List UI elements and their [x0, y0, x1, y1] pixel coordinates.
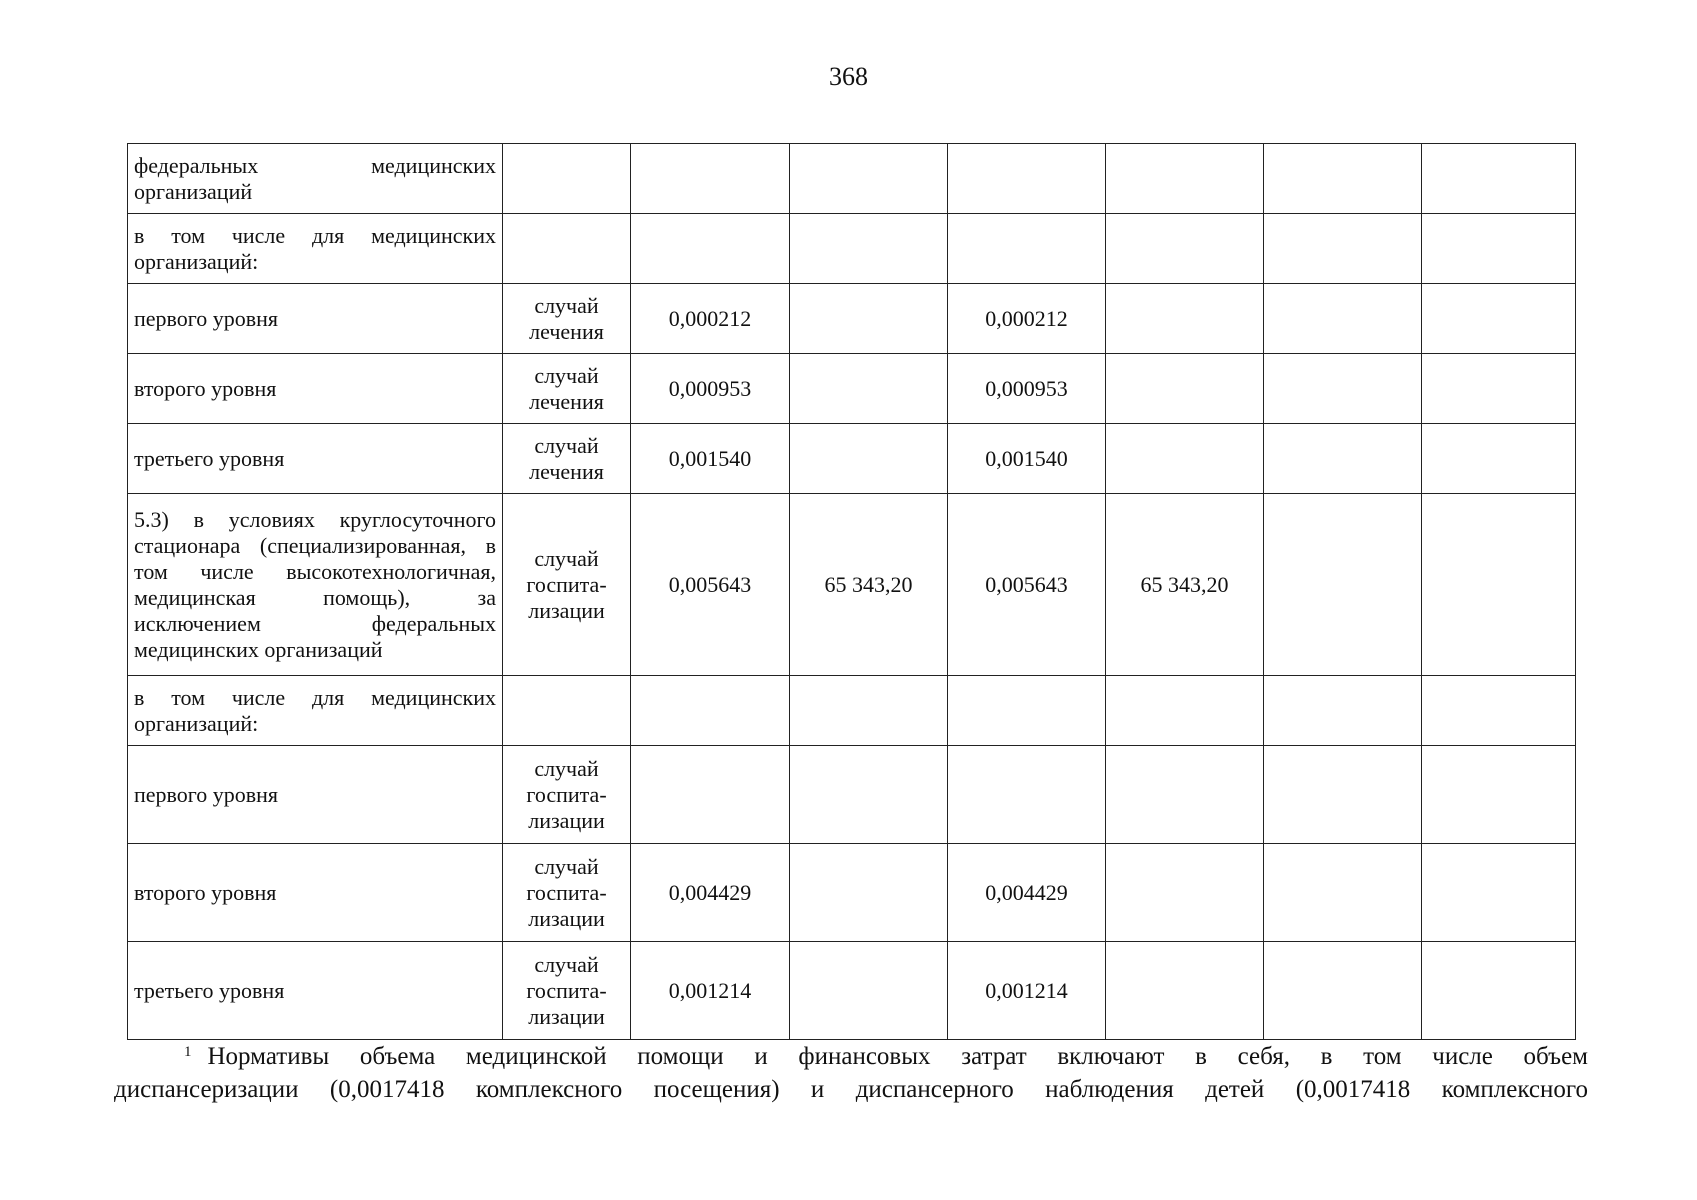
- value-cell: 0,000953: [948, 354, 1106, 424]
- value-cell: [1106, 844, 1264, 942]
- footnote-line: диспансеризации (0,0017418 комплексного посещения) и диспансерного наблюдения детей (0,0017418 комплексного: [114, 1076, 1588, 1103]
- value-cell: [1422, 284, 1576, 354]
- value-cell: 0,000212: [948, 284, 1106, 354]
- value-cell: [1106, 214, 1264, 284]
- unit-cell: случай госпита-лизации: [503, 494, 631, 676]
- table-row: [128, 494, 1576, 676]
- row-name-cell: третьего уровня: [128, 424, 503, 494]
- value-cell: [1106, 424, 1264, 494]
- row-name-cell: в том числе для медицинских организаций:: [128, 676, 503, 746]
- value-cell: [1264, 284, 1422, 354]
- value-cell: [1264, 144, 1422, 214]
- norms-table: [127, 143, 1576, 1040]
- row-name-cell: второго уровня: [128, 844, 503, 942]
- table-row: [128, 214, 1576, 284]
- value-cell: [631, 746, 790, 844]
- table-row: [128, 424, 1576, 494]
- value-cell: [631, 214, 790, 284]
- value-cell: [1106, 676, 1264, 746]
- value-cell: [631, 676, 790, 746]
- unit-cell: [503, 214, 631, 284]
- value-cell: 0,005643: [631, 494, 790, 676]
- table-row: [128, 144, 1576, 214]
- value-cell: [1422, 144, 1576, 214]
- value-cell: [1422, 844, 1576, 942]
- value-cell: [1422, 746, 1576, 844]
- table-row: [128, 284, 1576, 354]
- value-cell: [790, 214, 948, 284]
- row-name-cell: третьего уровня: [128, 942, 503, 1040]
- value-cell: [1264, 942, 1422, 1040]
- value-cell: 0,001540: [948, 424, 1106, 494]
- value-cell: [1106, 746, 1264, 844]
- table-row: [128, 942, 1576, 1040]
- value-cell: [1264, 676, 1422, 746]
- value-cell: [948, 746, 1106, 844]
- value-cell: [1264, 354, 1422, 424]
- value-cell: [1264, 424, 1422, 494]
- footnote: [114, 1040, 1588, 1106]
- value-cell: [790, 354, 948, 424]
- value-cell: [1264, 214, 1422, 284]
- value-cell: [948, 214, 1106, 284]
- table-body: [128, 144, 1576, 1040]
- unit-cell: случай госпита-лизации: [503, 942, 631, 1040]
- value-cell: [1422, 424, 1576, 494]
- value-cell: [948, 676, 1106, 746]
- unit-cell: случай госпита-лизации: [503, 844, 631, 942]
- unit-cell: [503, 676, 631, 746]
- value-cell: [790, 676, 948, 746]
- unit-cell: случай лечения: [503, 424, 631, 494]
- row-name-cell: первого уровня: [128, 284, 503, 354]
- row-name-cell: в том числе для медицинских организаций:: [128, 214, 503, 284]
- row-name-cell: первого уровня: [128, 746, 503, 844]
- value-cell: 0,004429: [631, 844, 790, 942]
- value-cell: [631, 144, 790, 214]
- value-cell: [790, 942, 948, 1040]
- value-cell: [1422, 354, 1576, 424]
- value-cell: [1106, 144, 1264, 214]
- unit-cell: [503, 144, 631, 214]
- table-row: [128, 844, 1576, 942]
- value-cell: 0,000953: [631, 354, 790, 424]
- value-cell: [1264, 746, 1422, 844]
- value-cell: [790, 144, 948, 214]
- footnote-marker: 1: [184, 1044, 192, 1060]
- value-cell: [790, 844, 948, 942]
- value-cell: [1422, 494, 1576, 676]
- value-cell: [1422, 942, 1576, 1040]
- value-cell: 0,001540: [631, 424, 790, 494]
- unit-cell: случай госпита-лизации: [503, 746, 631, 844]
- value-cell: [1264, 494, 1422, 676]
- row-name-cell: федеральных медицинских организаций: [128, 144, 503, 214]
- value-cell: 0,000212: [631, 284, 790, 354]
- footnote-line: [114, 1040, 1588, 1073]
- value-cell: 0,004429: [948, 844, 1106, 942]
- value-cell: [790, 284, 948, 354]
- value-cell: 0,005643: [948, 494, 1106, 676]
- value-cell: [1422, 214, 1576, 284]
- value-cell: 65 343,20: [1106, 494, 1264, 676]
- value-cell: [1422, 676, 1576, 746]
- value-cell: 0,001214: [948, 942, 1106, 1040]
- value-cell: [790, 424, 948, 494]
- table-row: [128, 354, 1576, 424]
- value-cell: [790, 746, 948, 844]
- value-cell: [948, 144, 1106, 214]
- row-name-cell: второго уровня: [128, 354, 503, 424]
- table-row: [128, 746, 1576, 844]
- value-cell: [1106, 284, 1264, 354]
- table-row: [128, 676, 1576, 746]
- value-cell: 0,001214: [631, 942, 790, 1040]
- row-name-cell: 5.3) в условиях круглосуточного стационара (специализированная, в том числе высокотехнологичная, медицинская помощь), за исключением федеральных медицинских организаций: [128, 494, 503, 676]
- value-cell: 65 343,20: [790, 494, 948, 676]
- value-cell: [1106, 942, 1264, 1040]
- value-cell: [1106, 354, 1264, 424]
- unit-cell: случай лечения: [503, 354, 631, 424]
- value-cell: [1264, 844, 1422, 942]
- unit-cell: случай лечения: [503, 284, 631, 354]
- page-number: 368: [829, 62, 868, 91]
- footnote-text: Нормативы объема медицинской помощи и финансовых затрат включают в себя, в том числе объем: [207, 1043, 1588, 1070]
